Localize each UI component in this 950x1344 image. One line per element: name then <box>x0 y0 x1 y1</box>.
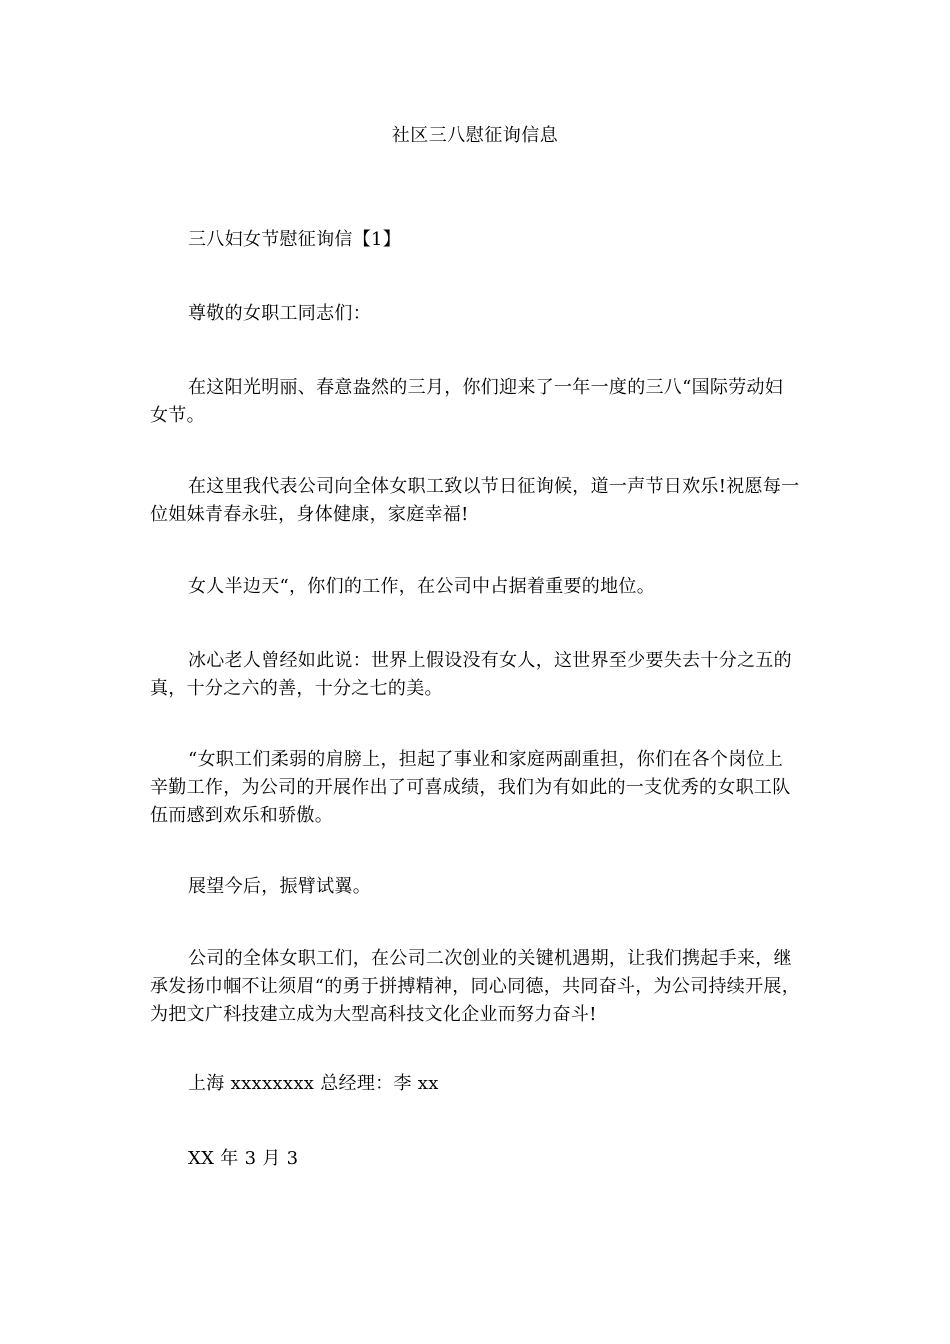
letter-heading: 三八妇女节慰征询信【1】 <box>188 229 402 250</box>
document-title: 社区三八慰征询信息 <box>391 125 559 146</box>
body-paragraph-2: 在这里我代表公司向全体女职工致以节日征询候，道一声节日欢乐!祝愿每一位姐妹青春永驻，身体健康，家庭幸福! <box>150 476 800 525</box>
date-line: XX 年 3 月 3 <box>188 1148 299 1169</box>
signature-line: 上海 xxxxxxxx 总经理：李 xx <box>188 1073 439 1094</box>
body-paragraph-7: 公司的全体女职工们，在公司二次创业的关键机遇期，让我们携起手来，继承发扬巾帼不让须眉“的勇于拼搏精神，同心同德，共同奋斗，为公司持续开展，为把文广科技建立成为大型高科技文化企业而努力奋斗! <box>150 948 800 1025</box>
salutation: 尊敬的女职工同志们： <box>188 303 371 324</box>
body-paragraph-4: 冰心老人曾经如此说：世界上假设没有女人，这世界至少要失去十分之五的真，十分之六的善，十分之七的美。 <box>150 650 792 699</box>
body-paragraph-6: 展望今后，振臂试翼。 <box>188 876 371 897</box>
body-paragraph-5: “女职工们柔弱的肩膀上，担起了事业和家庭两副重担，你们在各个岗位上辛勤工作，为公司的开展作出了可喜成绩，我们为有如此的一支优秀的女职工队伍而感到欢乐和骄傲。 <box>150 749 791 826</box>
body-paragraph-3: 女人半边天“，你们的工作，在公司中占据着重要的地位。 <box>188 576 655 597</box>
body-paragraph-1: 在这阳光明丽、春意盎然的三月，你们迎来了一年一度的三八“国际劳动妇女节。 <box>150 377 784 426</box>
